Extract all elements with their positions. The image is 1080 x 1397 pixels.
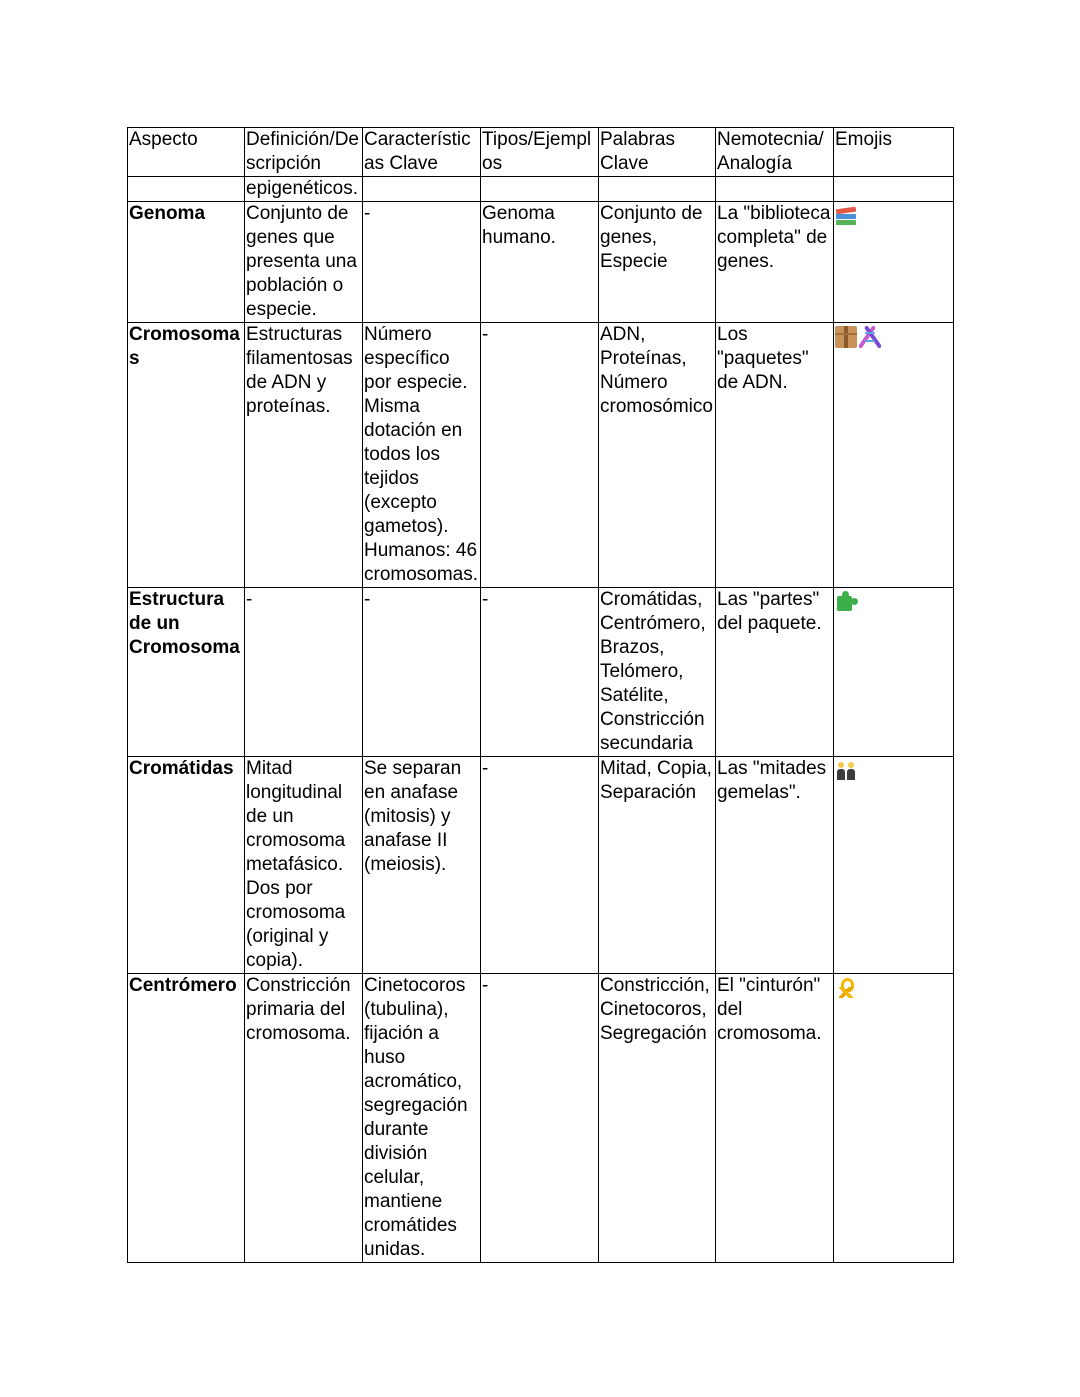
types-cell: - (481, 974, 599, 1263)
definition-cell: Estructuras filamentosas de ADN y proteínas. (245, 323, 363, 588)
characteristics-cell: - (363, 588, 481, 757)
table-row (128, 974, 954, 1263)
emojis-cell (834, 757, 954, 974)
keywords-cell: Conjunto de genes, Especie (599, 202, 716, 323)
emojis-cell (834, 588, 954, 757)
keywords-cell: Constricción, Cinetocoros, Segregación (599, 974, 716, 1263)
dna-icon (859, 326, 881, 348)
aspect-cell: Centrómero (128, 974, 245, 1263)
header-cell-caracteristicas: Características Clave (363, 128, 481, 177)
aspect-cell: Cromátidas (128, 757, 245, 974)
ribbon-icon (835, 977, 857, 999)
package-icon (835, 326, 857, 348)
definition-cell: Mitad longitudinal de un cromosoma metafásico. Dos por cromosoma (original y copia). (245, 757, 363, 974)
puzzle-icon (835, 591, 857, 613)
twins-icon (835, 760, 857, 782)
header-cell-aspecto: Aspecto (128, 128, 245, 177)
header-cell-nemotecnia: Nemotecnia/ Analogía (716, 128, 834, 177)
characteristics-cell: Cinetocoros (tubulina), fijación a huso acromático, segregación durante división celular, mantiene cromátides unidas. (363, 974, 481, 1263)
books-icon (835, 205, 857, 227)
keywords-cell: Mitad, Copia, Separación (599, 757, 716, 974)
table-cell (716, 177, 834, 202)
keywords-cell: ADN, Proteínas, Número cromosómico (599, 323, 716, 588)
aspect-cell: Genoma (128, 202, 245, 323)
table-cell (128, 177, 245, 202)
characteristics-cell: Número específico por especie. Misma dotación en todos los tejidos (excepto gametos). Humanos: 46 cromosomas. (363, 323, 481, 588)
types-cell: - (481, 588, 599, 757)
mnemonic-cell: La "biblioteca completa" de genes. (716, 202, 834, 323)
header-cell-tipos: Tipos/Ejemplos (481, 128, 599, 177)
table-row (128, 757, 954, 974)
types-cell: - (481, 757, 599, 974)
header-cell-palabras: Palabras Clave (599, 128, 716, 177)
types-cell: - (481, 323, 599, 588)
header-cell-emojis: Emojis (834, 128, 954, 177)
concept-table (127, 127, 954, 1263)
continuation-row (128, 177, 954, 202)
table-row (128, 323, 954, 588)
emojis-cell (834, 202, 954, 323)
keywords-cell: Cromátidas, Centrómero, Brazos, Telómero, Satélite, Constricción secundaria (599, 588, 716, 757)
table-cell: epigenéticos. (245, 177, 363, 202)
definition-cell: - (245, 588, 363, 757)
header-row (128, 128, 954, 177)
mnemonic-cell: Los "paquetes" de ADN. (716, 323, 834, 588)
header-cell-definicion: Definición/Descripción (245, 128, 363, 177)
table-row (128, 588, 954, 757)
table-cell (599, 177, 716, 202)
emojis-cell (834, 974, 954, 1263)
characteristics-cell: Se separan en anafase (mitosis) y anafase II (meiosis). (363, 757, 481, 974)
mnemonic-cell: El "cinturón" del cromosoma. (716, 974, 834, 1263)
aspect-cell: Cromosomas (128, 323, 245, 588)
aspect-cell: Estructura de un Cromosoma (128, 588, 245, 757)
definition-cell: Conjunto de genes que presenta una población o especie. (245, 202, 363, 323)
mnemonic-cell: Las "mitades gemelas". (716, 757, 834, 974)
emojis-cell (834, 323, 954, 588)
definition-cell: Constricción primaria del cromosoma. (245, 974, 363, 1263)
types-cell: Genoma humano. (481, 202, 599, 323)
table-row (128, 202, 954, 323)
table-cell (481, 177, 599, 202)
characteristics-cell: - (363, 202, 481, 323)
table-cell (363, 177, 481, 202)
table-cell (834, 177, 954, 202)
mnemonic-cell: Las "partes" del paquete. (716, 588, 834, 757)
